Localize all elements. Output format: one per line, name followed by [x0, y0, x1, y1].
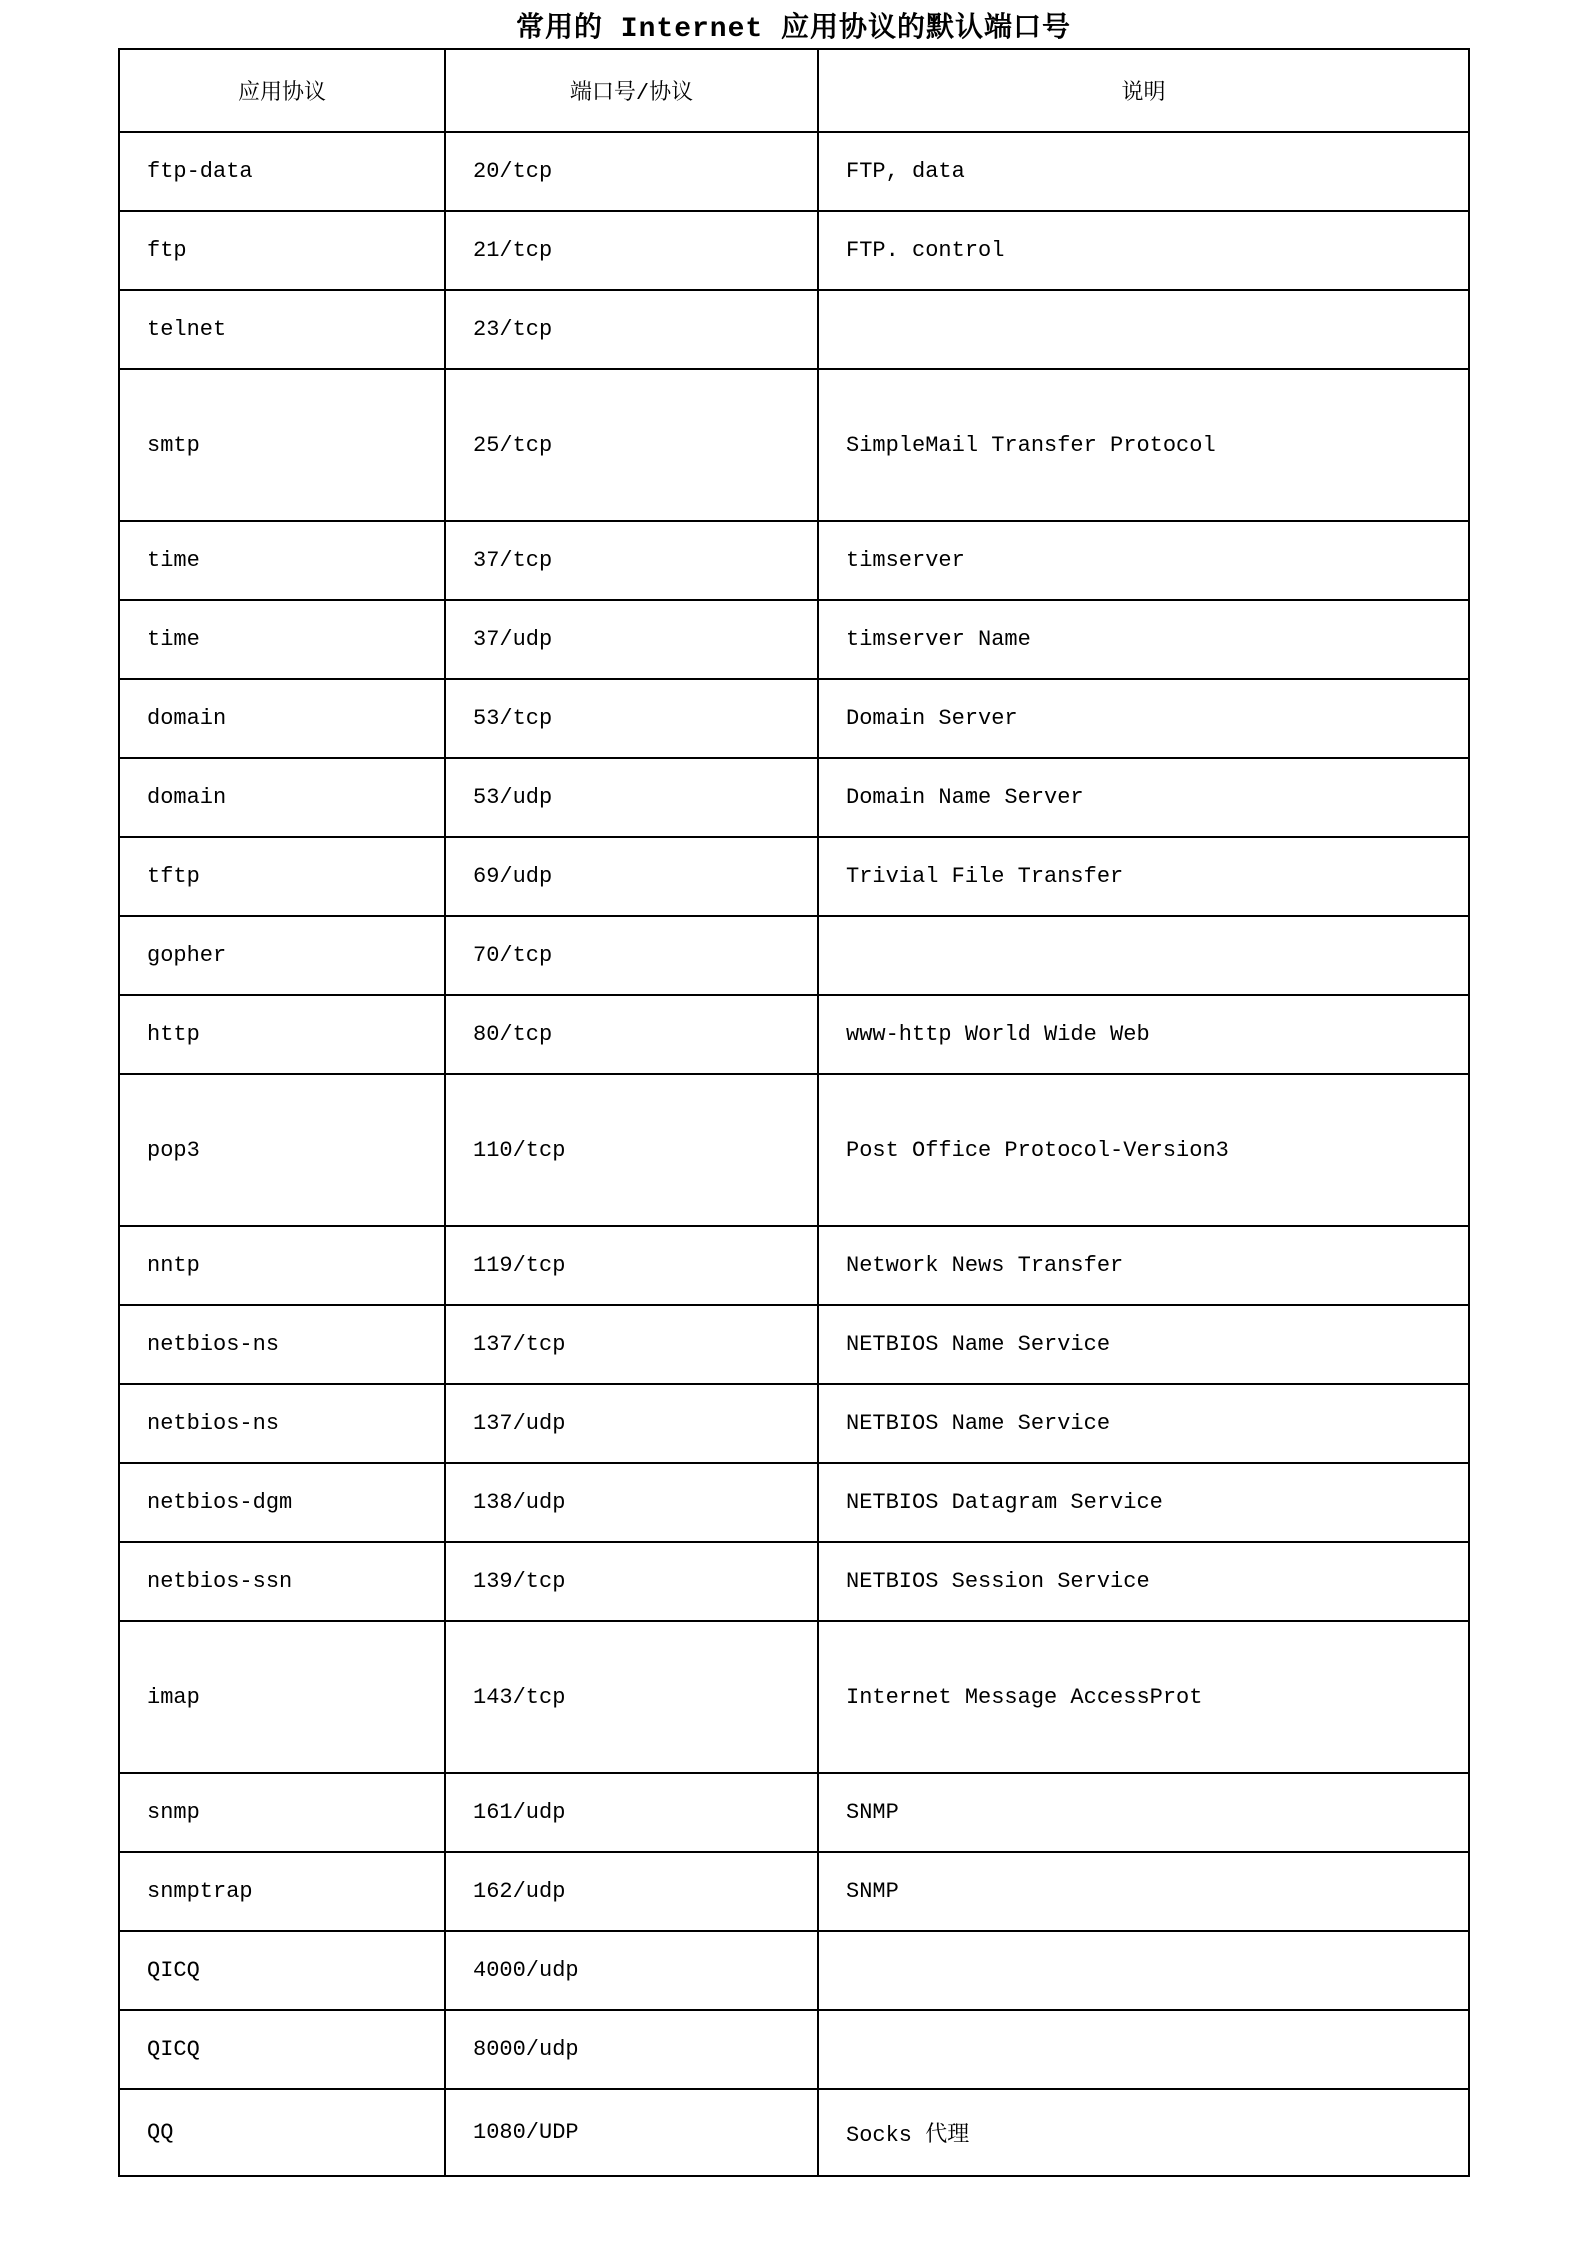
cell-description: NETBIOS Name Service	[818, 1305, 1469, 1384]
cell-port: 138/udp	[445, 1463, 818, 1542]
cell-description: SNMP	[818, 1852, 1469, 1931]
cell-protocol: smtp	[119, 369, 445, 521]
ports-table	[118, 48, 1470, 2177]
table-row	[119, 758, 1469, 837]
cell-description: NETBIOS Datagram Service	[818, 1463, 1469, 1542]
cell-protocol: netbios-dgm	[119, 1463, 445, 1542]
table-row	[119, 1074, 1469, 1226]
cell-port: 53/tcp	[445, 679, 818, 758]
cell-protocol: netbios-ns	[119, 1384, 445, 1463]
cell-protocol: pop3	[119, 1074, 445, 1226]
cell-port: 80/tcp	[445, 995, 818, 1074]
table-row	[119, 1226, 1469, 1305]
cell-port: 4000/udp	[445, 1931, 818, 2010]
cell-protocol: time	[119, 521, 445, 600]
table-row	[119, 290, 1469, 369]
cell-port: 23/tcp	[445, 290, 818, 369]
cell-description: SimpleMail Transfer Protocol	[818, 369, 1469, 521]
table-row	[119, 132, 1469, 211]
column-header-port: 端口号/协议	[445, 49, 818, 132]
cell-description	[818, 290, 1469, 369]
cell-protocol: ftp	[119, 211, 445, 290]
cell-protocol: tftp	[119, 837, 445, 916]
table-row	[119, 1305, 1469, 1384]
cell-port: 21/tcp	[445, 211, 818, 290]
cell-port: 137/tcp	[445, 1305, 818, 1384]
cell-description: NETBIOS Name Service	[818, 1384, 1469, 1463]
cell-description: Socks 代理	[818, 2089, 1469, 2176]
cell-protocol: ftp-data	[119, 132, 445, 211]
cell-description: SNMP	[818, 1773, 1469, 1852]
cell-port: 137/udp	[445, 1384, 818, 1463]
cell-description: www-http World Wide Web	[818, 995, 1469, 1074]
cell-description	[818, 916, 1469, 995]
table-row	[119, 521, 1469, 600]
cell-protocol: QQ	[119, 2089, 445, 2176]
table-header-row	[119, 49, 1469, 132]
table-row	[119, 369, 1469, 521]
cell-description	[818, 1931, 1469, 2010]
cell-description: timserver Name	[818, 600, 1469, 679]
cell-port: 53/udp	[445, 758, 818, 837]
cell-protocol: snmp	[119, 1773, 445, 1852]
table-row	[119, 1542, 1469, 1621]
table-row	[119, 916, 1469, 995]
cell-protocol: domain	[119, 679, 445, 758]
cell-port: 69/udp	[445, 837, 818, 916]
cell-port: 8000/udp	[445, 2010, 818, 2089]
table-row	[119, 1463, 1469, 1542]
cell-port: 20/tcp	[445, 132, 818, 211]
table-row	[119, 211, 1469, 290]
cell-port: 143/tcp	[445, 1621, 818, 1773]
cell-description	[818, 2010, 1469, 2089]
cell-description: Domain Server	[818, 679, 1469, 758]
cell-description: FTP. control	[818, 211, 1469, 290]
cell-port: 37/udp	[445, 600, 818, 679]
cell-description: Domain Name Server	[818, 758, 1469, 837]
table-row	[119, 837, 1469, 916]
table-row	[119, 995, 1469, 1074]
cell-protocol: time	[119, 600, 445, 679]
cell-port: 70/tcp	[445, 916, 818, 995]
cell-description: NETBIOS Session Service	[818, 1542, 1469, 1621]
cell-port: 1080/UDP	[445, 2089, 818, 2176]
cell-description: Trivial File Transfer	[818, 837, 1469, 916]
cell-protocol: QICQ	[119, 1931, 445, 2010]
cell-description: timserver	[818, 521, 1469, 600]
cell-description: Post Office Protocol-Version3	[818, 1074, 1469, 1226]
table-row	[119, 600, 1469, 679]
table-row	[119, 679, 1469, 758]
cell-description: FTP, data	[818, 132, 1469, 211]
cell-port: 119/tcp	[445, 1226, 818, 1305]
cell-protocol: http	[119, 995, 445, 1074]
table-row	[119, 2089, 1469, 2176]
cell-protocol: netbios-ssn	[119, 1542, 445, 1621]
cell-protocol: domain	[119, 758, 445, 837]
cell-port: 162/udp	[445, 1852, 818, 1931]
table-row	[119, 1852, 1469, 1931]
cell-description: Internet Message AccessProt	[818, 1621, 1469, 1773]
cell-protocol: nntp	[119, 1226, 445, 1305]
page-title: 常用的 Internet 应用协议的默认端口号	[515, 14, 1072, 45]
cell-protocol: gopher	[119, 916, 445, 995]
table-row	[119, 1384, 1469, 1463]
column-header-protocol: 应用协议	[119, 49, 445, 132]
cell-protocol: snmptrap	[119, 1852, 445, 1931]
cell-port: 110/tcp	[445, 1074, 818, 1226]
table-row	[119, 1621, 1469, 1773]
cell-port: 161/udp	[445, 1773, 818, 1852]
table-row	[119, 1931, 1469, 2010]
cell-description: Network News Transfer	[818, 1226, 1469, 1305]
cell-protocol: imap	[119, 1621, 445, 1773]
cell-protocol: netbios-ns	[119, 1305, 445, 1384]
cell-port: 37/tcp	[445, 521, 818, 600]
cell-protocol: telnet	[119, 290, 445, 369]
cell-port: 139/tcp	[445, 1542, 818, 1621]
table-row	[119, 2010, 1469, 2089]
cell-protocol: QICQ	[119, 2010, 445, 2089]
table-row	[119, 1773, 1469, 1852]
column-header-description: 说明	[818, 49, 1469, 132]
cell-port: 25/tcp	[445, 369, 818, 521]
